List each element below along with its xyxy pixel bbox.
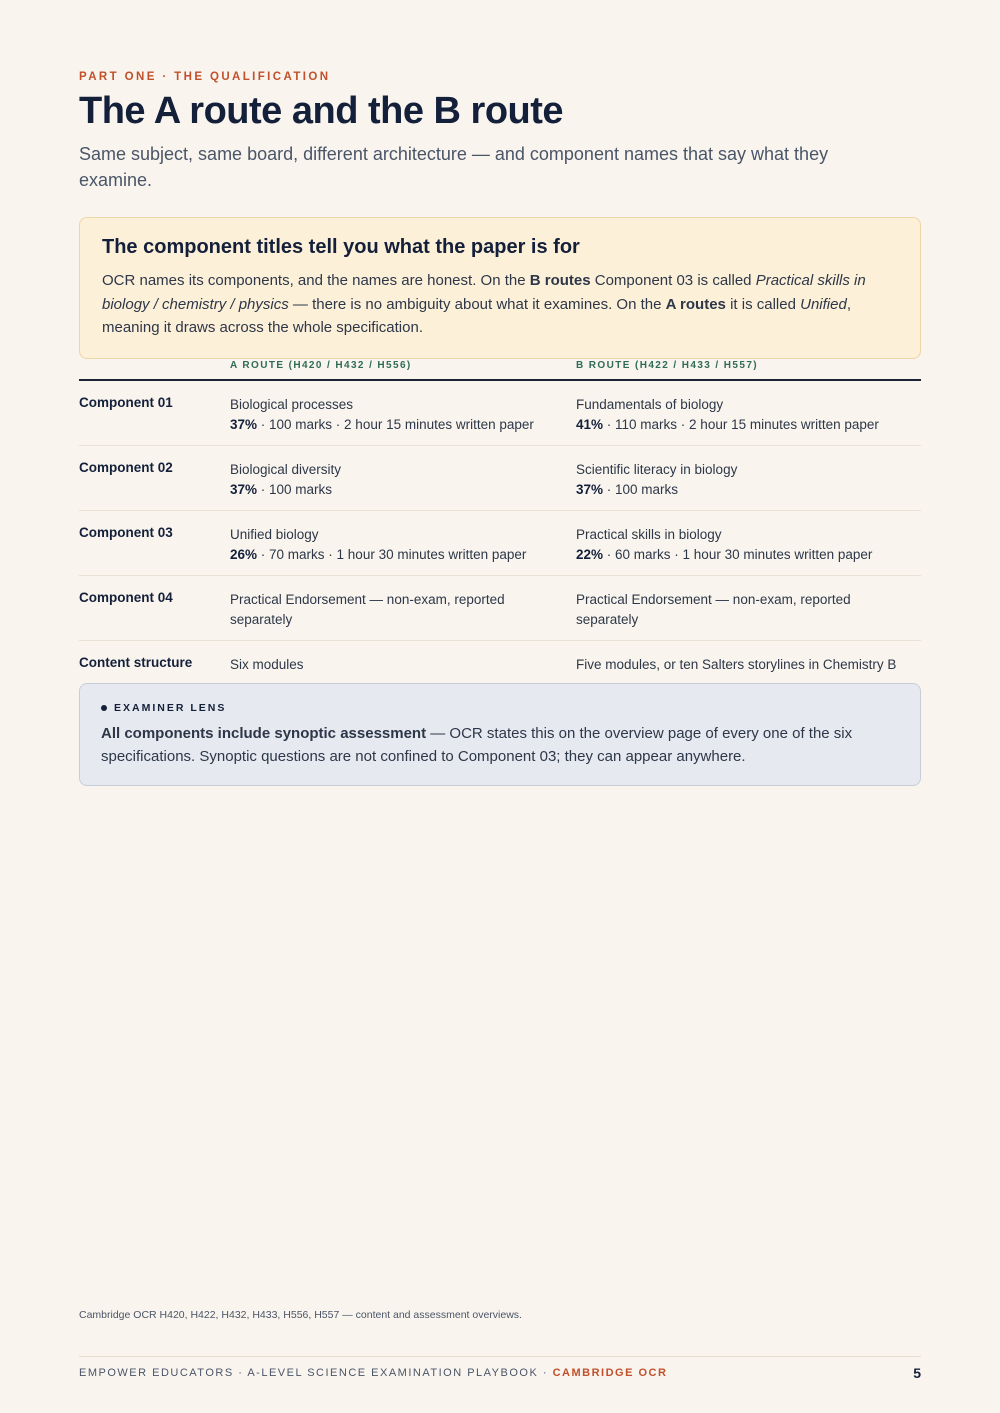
weighting-percent: 26% — [230, 547, 258, 562]
column-header-a-route: A ROUTE (H420 / H432 / H556) — [230, 360, 412, 371]
component-marks: · 70 marks · 1 hour 30 minutes written paper — [257, 547, 527, 562]
table-row — [79, 576, 921, 641]
table-row — [79, 381, 921, 446]
examiner-lens-header — [101, 702, 899, 714]
a-route-cell — [230, 460, 550, 500]
examiner-lens-text: — OCR states this on the overview page of every one of the six specifications. Synoptic questions are not confined to Component 03; they can appear anywhere. — [101, 725, 853, 765]
footer-divider — [79, 1356, 921, 1357]
callout-text-5: , meaning it draws across the whole specification. — [102, 295, 851, 336]
callout-b-component-name: Practical skills in biology / chemistry / physics — [102, 272, 866, 313]
weighting-percent: 37% — [230, 482, 258, 497]
b-route-cell — [576, 395, 916, 435]
comparison-table — [79, 359, 921, 686]
weighting-percent: 41% — [576, 417, 604, 432]
running-footer — [79, 1367, 667, 1379]
row-label: Component 04 — [79, 590, 173, 605]
row-label: Component 01 — [79, 395, 173, 410]
callout-b-routes: B routes — [529, 272, 591, 289]
component-name: Biological diversity — [230, 462, 342, 477]
examiner-lens-label: EXAMINER LENS — [114, 702, 227, 714]
callout-text-2: Component 03 is called — [590, 272, 756, 289]
a-route-cell: Six modules — [230, 657, 304, 672]
component-name: Scientific literacy in biology — [576, 462, 738, 477]
component-name: Fundamentals of biology — [576, 397, 724, 412]
weighting-percent: 22% — [576, 547, 604, 562]
footer-text: EMPOWER EDUCATORS · A-LEVEL SCIENCE EXAMINATION PLAYBOOK · — [79, 1367, 553, 1379]
component-name: Biological processes — [230, 397, 354, 412]
callout-a-routes: A routes — [665, 295, 726, 313]
source-note: Cambridge OCR H420, H422, H432, H433, H556, H557 — content and assessment overviews. — [79, 1309, 522, 1321]
examiner-lens-body — [101, 722, 899, 768]
callout-box — [79, 217, 921, 359]
row-label: Component 03 — [79, 525, 173, 540]
component-name: Practical skills in biology — [576, 527, 722, 542]
component-detail — [576, 480, 916, 500]
callout-a-component-name: Unified — [800, 295, 847, 313]
weighting-percent: 37% — [576, 482, 604, 497]
component-marks: · 100 marks — [603, 482, 679, 497]
a-route-cell — [230, 395, 550, 435]
callout-text-3: — there is no ambiguity about what it examines. On the — [288, 295, 666, 313]
section-kicker: PART ONE · THE QUALIFICATION — [79, 71, 331, 83]
column-header-b-route: B ROUTE (H422 / H433 / H557) — [576, 360, 759, 371]
table-row — [79, 511, 921, 576]
row-label: Content structure — [79, 655, 193, 670]
footer-brand: CAMBRIDGE OCR — [552, 1367, 668, 1379]
b-route-cell: Five modules, or ten Salters storylines in Chemistry B — [576, 657, 897, 672]
table-row — [79, 446, 921, 511]
a-route-cell: Practical Endorsement — non-exam, reported separately — [230, 592, 505, 627]
component-detail — [230, 415, 550, 435]
component-detail — [576, 545, 916, 565]
row-label: Component 02 — [79, 460, 173, 475]
page-subtitle: Same subject, same board, different architecture — and component names that say what they examine. — [79, 144, 829, 190]
component-detail — [230, 480, 550, 500]
b-route-cell: Practical Endorsement — non-exam, reported separately — [576, 592, 851, 627]
examiner-lens-box — [79, 683, 921, 786]
a-route-cell — [230, 525, 550, 565]
callout-body — [102, 269, 898, 340]
b-route-cell — [576, 525, 916, 565]
bullet-dot-icon — [101, 705, 107, 711]
examiner-lens-emphasis: All components include synoptic assessment — [101, 725, 427, 742]
b-route-cell — [576, 460, 916, 500]
weighting-percent: 37% — [230, 417, 258, 432]
callout-text-4: it is called — [725, 295, 801, 313]
component-marks: · 110 marks · 2 hour 15 minutes written paper — [603, 417, 879, 432]
table-row — [79, 641, 921, 686]
component-marks: · 60 marks · 1 hour 30 minutes written paper — [603, 547, 873, 562]
page-title: The A route and the B route — [79, 90, 564, 132]
callout-title: The component titles tell you what the paper is for — [102, 236, 580, 258]
component-marks: · 100 marks · 2 hour 15 minutes written paper — [257, 417, 534, 432]
component-detail — [230, 545, 550, 565]
component-detail — [576, 415, 916, 435]
component-name: Unified biology — [230, 527, 319, 542]
page-number: 5 — [913, 1365, 921, 1381]
table-header — [79, 359, 921, 381]
callout-text-1: OCR names its components, and the names are honest. On the — [102, 272, 530, 289]
component-marks: · 100 marks — [257, 482, 333, 497]
